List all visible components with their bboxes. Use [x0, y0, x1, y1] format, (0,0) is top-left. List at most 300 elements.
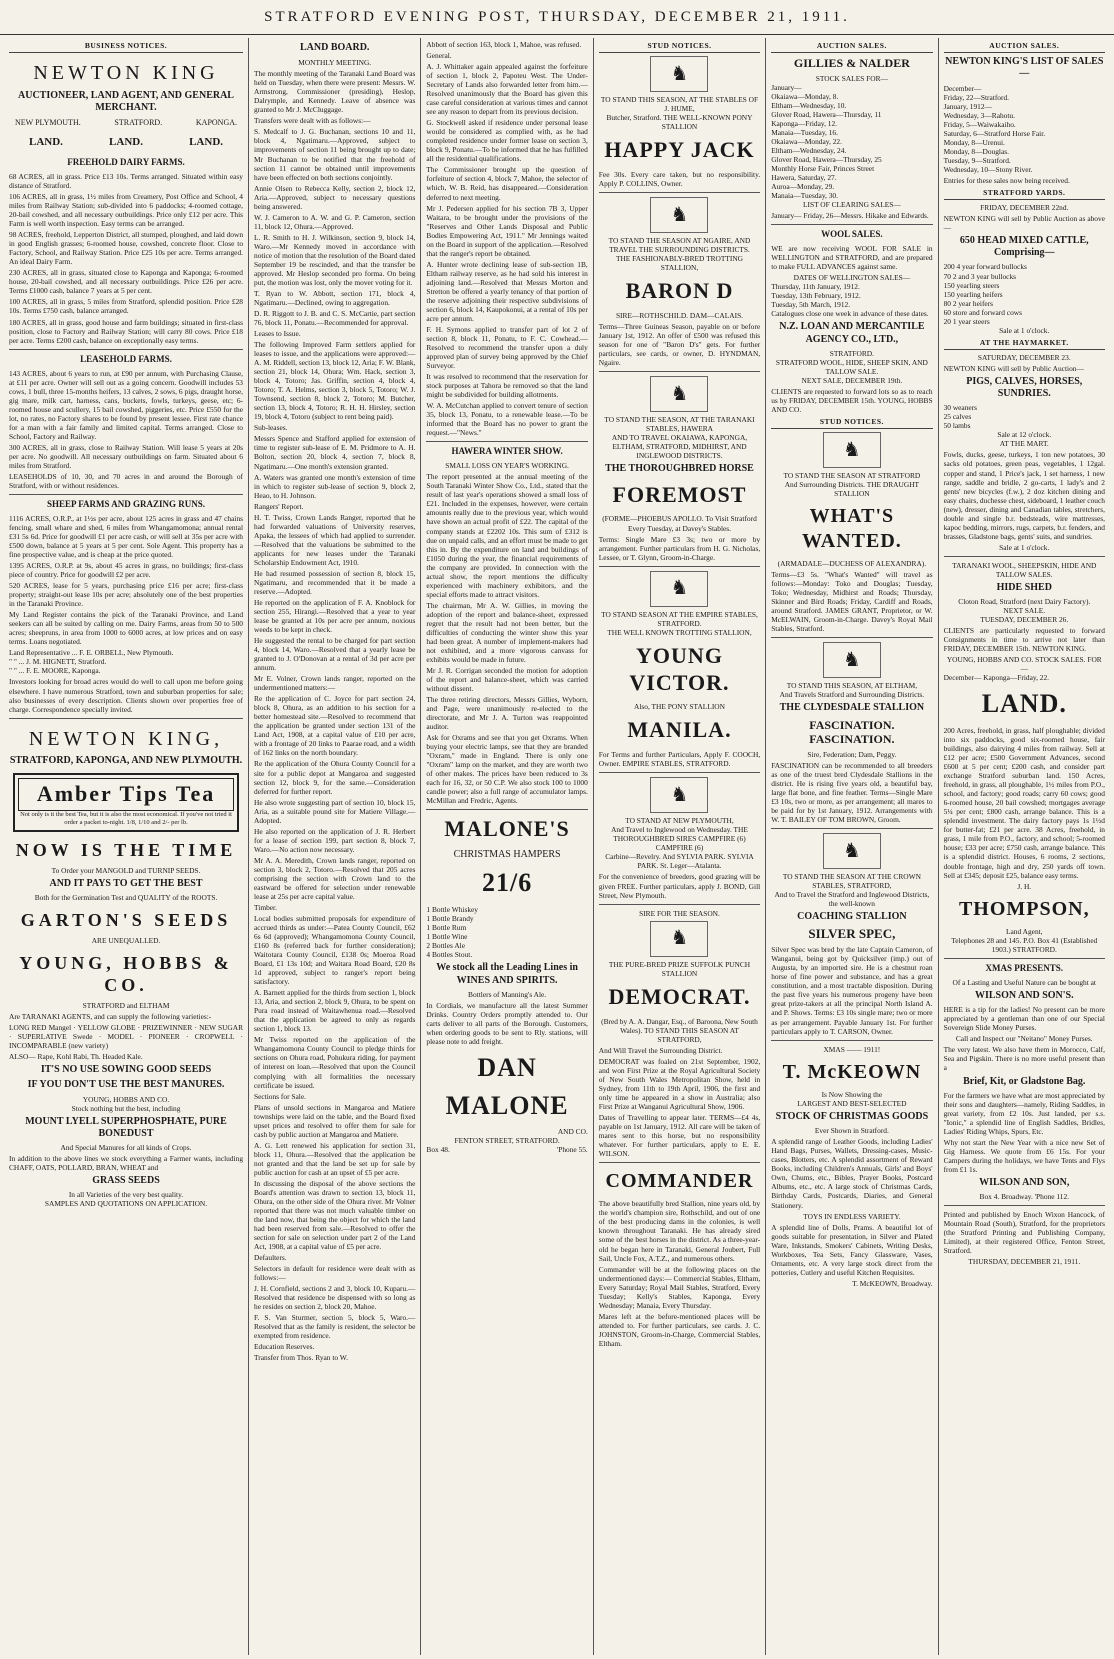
farmers-text: For the farmers we have what are most appreciated by their sons and daughters—namely, Riding Saddles, in great variety, from £2 10s. Just landed, per s.s. "Ionic," a splendid line of English Saddles, Bridles, Ladies' Riding Whips, Spurs, Etc.	[943, 1090, 1105, 1136]
terms: For the convenience of breeders, good grazing will be given FREE. Further particulars, apply J. BOND, Gill Street, New Plymouth.	[598, 872, 761, 900]
wilson-2: WILSON AND SON,	[979, 1176, 1070, 1188]
para: Mr Twiss reported on the application of the Whangamomona County Council to pledge thirds for sections on Ohura road, Pohukura riding, for payment of interest on loan.—Resolved that upon the Council complying with all formalities the necessary certificate be issued.	[254, 1035, 416, 1090]
column-business-notices	[4, 38, 249, 1655]
para: Mr J. Pedersen applied for his section 7B 3, Upper Waitara, to be brought under the provisions of the "Reserves and Other Lands Disposal and Public Bodies Empowering Act, 1911." Mr Jennings waited on the Board in support of the application.—Resolved that the ranger's report be obtained.	[426, 203, 588, 258]
cattle: 650 HEAD MIXED CATTLE, Comprising—	[959, 235, 1089, 259]
stock-line: Stock nothing but the best, including	[71, 1103, 181, 1113]
horse-name: WHAT'S WANTED.	[801, 505, 902, 552]
para: In discussing the disposal of the above sections the Board's attention was drawn to section 13, block 11, Ohura, on the other side of the Ohura river. Mr Volner reported that there was not much valuable timber on the land now, that being the object for which the land had been reserved from sale.—Resolved to offer the section for sale on selection under part 2 of the Land Act, 1908, at a capital value of £5 per acre.	[254, 1178, 416, 1252]
divider	[944, 1205, 1105, 1206]
stand-notice: TO STAND THIS SEASON, AT THE STABLES OF J. HUME,	[600, 95, 759, 114]
listing: 230 ACRES, all in grass, situated close to Kaponga and Kaponga; 6-roomed house, 20-bail cowshed, and all necessary outbuildings. Price £26 per acre. Terms £1000 cash, balance 7 years at 5 per cent.	[9, 268, 244, 296]
para: Sub-leases.	[254, 423, 288, 433]
thompson: THOMPSON,	[958, 897, 1090, 920]
section-heading: STUD NOTICES.	[599, 41, 760, 53]
article-body	[426, 40, 587, 437]
listing: 143 ACRES, about 6 years to run, at £90 per annum, with Purchasing Clause, at £11 per acre. Owner will sell out as a going concern. Goodwill includes 53 cows, 1 bull, three 15-months heifers, 13 calves, 2 sows, 6 pigs, draught horse, gig mare, milk cart, harness, cans, buckets, fowls, turkeys, geese, etc; 6-roomed house and scullery, 15 bail cowshed, piggeries, etc. Price £550 for the lot, no rates, no Factory shares to be found by present lessee. First rate chance for a man with a fair family and limited capital. Terms arranged. Close to School, Factory and Railway.	[9, 368, 244, 441]
yards-heading: STRATFORD YARDS.	[944, 188, 1105, 200]
freehold-heading: FREEHOLD DAIRY FARMS.	[67, 157, 185, 168]
and-co: AND CO.	[557, 1127, 588, 1137]
listing: 300 ACRES, all in grass, close to Railway Station. Will lease 5 years at 20s per acre. No goodwill. All necessary outbuildings on farm. Situated about 6 miles from Stratford.	[9, 442, 244, 470]
para: January—	[771, 82, 802, 92]
divider	[599, 192, 760, 193]
hamper-list	[426, 905, 587, 959]
para: Messrs Spence and Stafford applied for extension of time to register sub-lease of E. M. Pridmore to A. H. Bolton, section 20, block 4, section 7, block 8, Ngatimaru.—One month's extension granted.	[254, 434, 416, 471]
signature: T. McKEOWN, Broadway.	[852, 1278, 933, 1288]
coaching: COACHING STALLION	[797, 911, 907, 923]
divider	[599, 904, 760, 905]
horse-icon: ♞	[823, 432, 881, 468]
pedigree: (Bred by A. A. Dangar, Esq., of Baroona, New South Wales). TO STAND THIS SEASON AT STRATFORD,	[601, 1016, 758, 1044]
lyell: MOUNT LYELL SUPERPHOSPHATE, PURE BONEDUST	[25, 1115, 227, 1139]
para: 200 4 year forward bullocks	[943, 262, 1027, 272]
horse-name: DEMOCRAT.	[608, 983, 751, 1009]
pedigree: SIRE—ROTHSCHILD. DAM—CALAIS.	[615, 311, 744, 321]
para: L. R. Smith to H. J. Wilkinson, section 9, block 14, Waro.—Mr Kennedy moved in accordance with notice of motion that the resolution of the Board dated September 19 be rescinded, and that the transfer be approved. Mr Heslop seconded pro forma. On being put, the motion was lost, only the mover voting for it.	[254, 232, 416, 287]
para: He reported on the application of F. A. Knoblock for section 255, Hirangi.—Resolved that a year to year lease be granted at 10s per acre per annum, noxious weeds to be kept in check.	[254, 597, 416, 635]
terms: Terms—£3 5s. "What's Wanted" will travel as follows:—Monday: Toko and Douglas; Tuesday, Toko; Wednesday, Midhirst and Roads; Thursday, Skinner and Bird Roads; Friday, Cardiff and Roads, around Stratford. JAMES GRANT, Proprietor, or W. McELWAIN, Groom-in-Charge. Davey's Royal Mail Stables, Stratford.	[771, 570, 933, 634]
cloton: Cloton Road, Stratford (next Dairy Factory).	[958, 597, 1091, 607]
para: 60 store and forward cows	[943, 307, 1022, 317]
land-register: My Land Register contains the pick of the Taranaki Province, and Land seekers can all be suited by calling on me. Dairy Farms, areas from 50 to 500 acres; sheepruns, in area from 1000 to 6000 acres, at low prices and on easy terms. Loans negotiated.	[9, 610, 244, 647]
stand-notice: TO STAND THIS SEASON, AT ELTHAM,	[786, 681, 918, 691]
town: NEW PLYMOUTH.	[15, 117, 81, 127]
column-stud-notices	[594, 38, 766, 1655]
para: T. Ryan to W. Abbott, section 171, block 4, Ngatimaru.—Declined, owing to aggregation.	[254, 288, 416, 307]
no-use-line: IT'S NO USE SOWING GOOD SEEDS	[40, 1064, 212, 1076]
firm-name-2: NEWTON KING,	[28, 727, 224, 750]
horse-icon: ♞	[650, 571, 708, 607]
land-agent: Land Agent,	[1006, 927, 1043, 936]
mckeown: T. McKEOWN	[782, 1060, 922, 1083]
para: D. R. Riggott to J. B. and C. S. McCartie, part section 76, block 11, Ponatu.—Recommended for approval.	[254, 309, 416, 328]
para: Defaulters.	[254, 1253, 287, 1263]
para: Wednesday, 10—Stony River.	[943, 164, 1033, 174]
stand-notice: And Surrounding Districts. THE DRAUGHT STALLION	[784, 480, 920, 499]
cattle-list	[944, 262, 1105, 325]
nz-loan: N.Z. LOAN AND MERCANTILE AGENCY CO., LTD.,	[779, 321, 925, 345]
para: Auroa—Monday, 29.	[771, 182, 835, 192]
list-item: 1 Bottle Brandy	[426, 914, 474, 924]
para: Manaia—Tuesday, 16.	[771, 127, 838, 137]
nk-list: NEWTON KING'S LIST OF SALES—	[945, 56, 1104, 80]
date-item: Tuesday, 13th February, 1912.	[771, 291, 861, 301]
para: W. A. McCutchan applied to convert tenure of section 35, block 13, Ponatu, to a renewable lease.—To be informed that the Board has no power to grant the request.—"News."	[426, 401, 588, 438]
entries: Entries for these sales now being received.	[943, 175, 1070, 185]
para: Re the application of C. Joyce for part section 24, block 8, Ohura, as an addition to his section for a better homestead site.—Resolved to recommend that the application be granted under section 131 of the Land Act, 1908, at a capital value of £10 per acre, with a frontage of 20 links to Paarae road, and a width of 162 links on the north boundary.	[254, 694, 416, 758]
malone-title: MALONE'S	[444, 816, 570, 842]
divider	[944, 556, 1105, 557]
para: Plans of unsold sections in Mangaroa and Matiere townships were laid on the table, and the Board fixed upset prices and resolved to offer them for sale for cash by public auction at Mangaroa and Matiere.	[254, 1102, 416, 1139]
horse-name: FASCINATION. FASCINATION.	[809, 717, 895, 747]
para: G. Stockwell asked if residence under personal lease would be considered as complied with, as he had completed residence under former lease on section 3, block 9, Ponatu.—To be informed that he has fulfilled all the residential qualifications.	[426, 118, 588, 164]
clearing-items: January— Friday, 26—Messrs. Hikake and Edwards.	[771, 211, 929, 221]
here-text: HERE is a tip for the ladies! No present can be more appreciated by a gentleman than one of our Special Sovereign Slide Money Purses.	[943, 1005, 1105, 1033]
pays-line: AND IT PAYS TO GET THE BEST	[49, 877, 203, 889]
column-auction-sales	[766, 38, 938, 1655]
if-you-line: IF YOU DON'T USE THE BEST MANURES.	[27, 1079, 225, 1091]
para: The following Improved Farm settlers applied for leases to issue, and the applications were approved:—A. M. Riddell, section 13, block 12, Aria; F. W. Blank, section 21, block 14, Ohura; Wm. Hack, section 3, block 4, Totoro; Jas. Griffin, section 4, block 4, Totoro; T. A. Helms, section 3, block 5, Totoro; W. J. Townsend, section 8, block 2, Totoro; M. Butcher, section 13, block 4, Totoro; R. H. H. Hirsley, section 19, block 4, Totoro (subject to rent being paid).	[254, 340, 416, 422]
listing: 100 ACRES, all in grass, 5 miles from Stratford, splendid position. Price £28 10s. Terms £750 cash, balance arranged.	[9, 297, 244, 316]
article-body	[254, 69, 415, 1362]
horse-name: HAPPY JACK	[604, 137, 755, 163]
investors-note: Investors looking for broad acres would do well to call upon me before going elsewhere. I have numerous Stratford, town and suburban properties for sale; also businesses of every description. Clients shown over properties free of charge. Correspondence specially invited.	[9, 677, 244, 714]
listing: 98 ACRES, freehold, Lepperton District, all stumped, ploughed, and laid down in good English grasses; 6-roomed house, cowshed, concrete floor. Close to Factory, School, and Railway Station. Price £25 10s per acre. Terms arranged. An ideal Dairy Farm.	[9, 230, 244, 267]
divider	[771, 828, 932, 829]
divider	[771, 637, 932, 638]
listing: LEASEHOLDS of 10, 30, and 70 acres in and around the Borough of Stratford, with or without residences.	[9, 471, 244, 490]
para: Friday, 22—Stratford.	[943, 92, 1009, 102]
list-item: 30 weaners	[943, 403, 978, 413]
box: Box 48.	[426, 1145, 450, 1155]
stock-of: STOCK OF CHRISTMAS GOODS	[775, 1111, 929, 1123]
stand-notice: AND TO TRAVEL OKAIAWA, KAPONGA, ELTHAM, STRATFORD, MIDHIRST, AND INGLEWOOD DISTRICTS.	[611, 433, 748, 461]
list-item: 1 Bottle Rum	[426, 923, 467, 933]
dan: DAN	[477, 1052, 537, 1082]
hamper-price: 21/6	[481, 868, 533, 898]
addition-line: In addition to the above lines we stock everything a Farmer wants, including CHAFF, OATS, POLLARD, BRAN, WHEAT and	[9, 1153, 244, 1172]
para: 150 yearling steers	[943, 280, 1000, 290]
tuesday: TUESDAY, DECEMBER 26.	[980, 615, 1069, 625]
para: 70 2 and 3 year bullocks	[943, 271, 1017, 281]
para: Dates of Travelling to appear later. TERMS—£4 4s, payable on 1st January, 1912. All care will be taken of mares sent to this horse, but no responsibility whatever. For further particulars, apply to E. E. WILSON.	[598, 1112, 761, 1158]
clients-note: CLIENTS are particularly requested to forward Consignments in time to arrive not later than FRIDAY, DECEMBER 15th. NEWTON KING.	[943, 626, 1105, 654]
both-line: Both for the Germination Test and QUALITY of the ROOTS.	[34, 893, 218, 903]
para: Manaia—Tuesday, 30.	[771, 191, 838, 201]
para: A. G. Lett renewed his application for section 31, block 11, Ohura.—Resolved that the application be not granted and that the land be set up for sale by public auction for cash at an upset of £5 per acre.	[254, 1140, 416, 1177]
horse-name: SILVER SPEC,	[808, 926, 896, 942]
clearing-heading: LIST OF CLEARING SALES—	[802, 200, 901, 210]
listing: 520 ACRES, lease for 5 years, purchasing price £16 per acre; first-class property; straight-out lease 10s per acre; absolutely one of the best properties in the Taranaki Province.	[9, 581, 244, 609]
sheep-heading: SHEEP FARMS AND GRAZING RUNS.	[46, 498, 206, 509]
sale-time: Sale at 12 o'clock.	[997, 430, 1052, 440]
section-heading: STUD NOTICES.	[771, 417, 932, 429]
pigs: PIGS, CALVES, HORSES, SUNDRIES.	[966, 375, 1083, 400]
date-item: Catalogues close one week in advance of these dates.	[771, 309, 929, 319]
hawera-sub: SMALL LOSS ON YEAR'S WORKING.	[445, 461, 569, 471]
para: A. J. Whittaker again appealed against the forfeiture of section 1, block 2, Papoteu West. The Under-Secretary of Lands also forwarded letter from him.—Resolved unanimously that the Board has given this case careful consideration at various times and cannot see any reason to depart from its previous decision.	[426, 62, 588, 117]
para: S. Medcalf to J. G. Buchanan, sections 10 and 11, block 4, Ngatimaru.—Approved, subject to improvements of section 11 being brought up to date; Mr Buchanan to be notified that the freehold of section 11 cannot be obtained until improvements have been effected on both sections conjointly.	[254, 127, 416, 182]
nk-sell: NEWTON KING will sell by Public Auction as above—	[943, 214, 1105, 233]
also-line: ALSO— Rape, Kohl Rabi, Th. Headed Kale.	[9, 1052, 143, 1062]
para: DEMOCRAT was foaled on 21st September, 1902, and won First Prize at the Royal Agricultural Society of New South Wales Metropolitan Show, held in Sydney, from 11th to 19th April, 1906, the first and only time he appeared in a show in Australia; also First Prize at Wanganui Agricultural Show, 1906.	[598, 1056, 761, 1111]
para: He had resumed possession of section 8, block 15, Ngatimaru, and recommended that it be made a reserve.—Adopted.	[254, 568, 416, 596]
skin-sale: STRATFORD WOOL, HIDE, SHEEP SKIN, AND TALLOW SALE.	[775, 357, 928, 376]
para: 20 1 year steers	[943, 316, 990, 326]
malone-2: MALONE	[445, 1090, 569, 1120]
horse-name: COMMANDER	[605, 1169, 754, 1192]
stand-notice: And Travels Stratford and Surrounding Districts.	[779, 690, 925, 700]
stand-notice: THE THOROUGHBRED HORSE	[605, 463, 754, 475]
para: A. Hunter wrote declining lease of sub-section 1B, Eltham railway reserve, as he had sold his interest in adjoining land.—Resolved that Messrs Morton and Stretton be offered a yearly tenancy of that portion of the reserve adjoining their respective subdivisions of section 6, block 14, Kaupokonui, at a rental of 10s per acre per annum.	[426, 259, 588, 323]
taranaki: TARANAKI WOOL, SHEEPSKIN, HIDE AND TALLOW SALES.	[952, 560, 1097, 579]
stand-notice: TO STAND THE SEASON AT STRATFORD	[783, 471, 921, 481]
para: Glover Road, Hawera—Thursday, 25	[771, 155, 882, 165]
now-sub: To Order your MANGOLD and TURNIP SEEDS.	[51, 865, 201, 875]
para: Timber.	[254, 902, 277, 912]
why-text: Why not start the New Year with a nice new Set of Gig Harness. We quote from £6 15s. For your Campers during the holidays, we have Tents and Flys from £1 1s.	[943, 1137, 1105, 1174]
rep: " " ... F. E. MOORE, Kaponga.	[9, 666, 101, 676]
horse-icon: ♞	[650, 376, 708, 412]
hawera-title: HAWERA WINTER SHOW.	[451, 446, 563, 457]
land-word: LAND.	[189, 135, 224, 148]
para: F. H. Symons applied to transfer part of lot 2 of section 8, block 11, Ponatu, to F. C. Cowhead.—Resolved to recommend the transfer upon a duly approved plan of survey being approved by the Chief Surveyor.	[426, 324, 588, 371]
divider	[599, 371, 760, 372]
pedigree: Sire, Federation; Dam, Peggy.	[807, 749, 897, 759]
para: Education Reserves.	[254, 1342, 315, 1352]
phone: 'Phone 55.	[556, 1145, 588, 1155]
horse-icon: ♞	[650, 921, 708, 957]
para: H. T. Twiss, Crown Lands Ranger, reported that he had forwarded valuations of University reserves, Apaka, the lessees of which had applied to surrender.—Resolved that the valuations be submitted to the applicants for new leases under the Taranaki Scholarship Endowment Act, 1910.	[254, 512, 416, 567]
stand-notice: Butcher, Stratford. THE WELL-KNOWN PONY STALLION	[606, 113, 753, 132]
masthead: STRATFORD EVENING POST, THURSDAY, DECEMBER 21, 1911.	[0, 0, 1114, 35]
para: Mr J. R. Corrigan seconded the motion for adoption of the report and balance-sheet, which was carried without dissent.	[426, 665, 588, 694]
imprint-date: THURSDAY, DECEMBER 21, 1911.	[968, 1257, 1081, 1267]
yh-towns: STRATFORD and ELTHAM	[82, 1000, 170, 1010]
stock-line: We stock all the Leading Lines in WINES AND SPIRITS.	[436, 962, 578, 986]
article-body	[426, 472, 587, 805]
divider	[771, 224, 932, 225]
para: Okaiawa—Monday, 8.	[771, 91, 839, 101]
para: Eltham—Wednesday, 10.	[771, 100, 847, 110]
horse-icon: ♞	[823, 833, 881, 869]
para: And Will Travel the Surrounding District.	[598, 1045, 723, 1055]
divider	[771, 1040, 932, 1041]
stand-notice: THE PURE-BRED PRIZE SUFFOLK PUNCH STALLION	[608, 959, 751, 978]
horse-name: MANILA.	[627, 717, 732, 743]
firm-name: NEWTON KING	[33, 62, 219, 85]
horse-icon: ♞	[650, 197, 708, 233]
divider	[9, 494, 243, 495]
section-heading: AUCTION SALES.	[944, 41, 1105, 53]
sale-time: Sale at 1 o'clock.	[999, 542, 1050, 552]
para: Mr E. Volner, Crown lands ranger, reported on the undermentioned matters:—	[254, 674, 416, 693]
now-heading: NOW IS THE TIME	[15, 839, 237, 860]
listing: 68 ACRES, all in grass. Price £13 10s. Terms arranged. Situated within easy distance of Stratford.	[9, 172, 244, 191]
stand-notice: TO STAND SEASON AT THE EMPIRE STABLES, STRATFORD.	[601, 609, 758, 628]
list-item: 4 Bottles Stout.	[426, 950, 473, 960]
stand-notice: THE FASHIONABLY-BRED TROTTING STALLION,	[615, 254, 744, 273]
cordials: In Cordials, we manufacture all the latest Summer Drinks. Country Orders promptly attended to. Our carts deliver to all parts of the Borough. Customers, when ordering goods to be sent to Rly. stations, will please note to add freight.	[426, 1000, 588, 1046]
divider	[944, 958, 1105, 959]
telephones: Telephones 28 and 145. P.O. Box 41 (Established 1903.) STRATFORD.	[951, 936, 1098, 955]
column-land-board	[249, 38, 421, 1655]
contact-row	[426, 1145, 587, 1154]
column-general	[421, 38, 593, 1655]
para: Wednesday, 3—Rahotu.	[943, 110, 1015, 120]
next-sale: NEXT SALE, DECEMBER 19th.	[801, 375, 903, 385]
stand-notice: And to Travel the Stratford and Inglewood Districts, the well-known	[774, 890, 930, 909]
para: The report presented at the annual meeting of the South Taranaki Winter Show Co., Ltd., stated that the result of last year's operations showed a small loss of £21. Included in the expenses, however, were certain amounts really due to the previous year, which would have shown an actual profit of £22. The capital of the company stands at £2202 10s. This sum of £312 is due on unpaid calls, and an effort must be made to get this in. By the expenditure on land and buildings of £1050 during the year, the financial requirements of the company are provided. In connection with the actual show, the report mentions the difficulty experienced with machinery exhibitors, and the special efforts made to attract visitors.	[426, 472, 588, 599]
para: Mares left at the before-mentioned places will be attended to. For further particulars, see cards. J. C. JOHNSTON, Groom-in-Charge, Commercial Stables, Eltham.	[598, 1311, 761, 1348]
leather-text: A splendid range of Leather Goods, including Ladies' Hand Bags, Purses, Wallets, Dressing-cases, Music-cases, Blotters, etc. A splendid assortment of Reward Books, including Children's Annuals, Girls' and Boys' Own, Chums, etc., Bibles, Prayer Books, Postcard Albums, etc., etc. A large stock of Christmas Cards, Birthday Cards, Postcards, Diaries, and General Stationery.	[771, 1137, 933, 1210]
para: It was resolved to recommend that the reservation for stock purposes at Tahora be removed so that the land might be subdivided for building allotments.	[426, 372, 588, 400]
para: The Commissioner brought up the question of forfeiture of section 4, block 7, Mahoe, the selector of which, W. B. Reid, has disappeared.—Consideration deferred to next meeting.	[426, 165, 588, 202]
pedigree: (FORME—PHOEBUS APOLLO. To Visit Stratford Every Tuesday, at Davey's Stables.	[602, 514, 757, 533]
terms: Fee 30s. Every care taken, but no responsibility. Apply P. COLLINS, Owner.	[598, 170, 761, 189]
para: General.	[426, 51, 452, 61]
firm-role: AUCTIONEER, LAND AGENT, AND GENERAL MERCHANT.	[18, 89, 234, 113]
grass-sub: In all Varieties of the very best quality.	[68, 1190, 184, 1200]
town: STRATFORD.	[114, 117, 163, 127]
listing: 106 ACRES, all in grass, 1½ miles from Creamery, Post Office and School, 4 miles from Railway Station; sub-divided into 6 paddocks; 4-roomed cottage, 20-bail cowshed, and all necessary outbuildings. Price only £12 per acre. This Farm is well worth inspection. Easy terms can be arranged.	[9, 192, 244, 229]
para: 150 yearling heifers	[943, 289, 1003, 299]
para: Re the application of the Ohura County Council for a site for a public depot at Mangaroa and suggested section 12, block 9, for the same.—Consideration deferred for further report.	[254, 759, 416, 796]
imprint: Printed and published by Enoch Wixon Hancock, of Mountain Road (South), Stratford, for the proprietors (the Stratford Printing and Publishing Company, Limited), at their registered Office, Fenton Street, Stratford.	[943, 1210, 1105, 1256]
land-word: LAND.	[109, 135, 143, 148]
varieties: LONG RED Mangel · YELLOW GLOBE · PRIZEWINNER · NEW SUGAR · SUPERLATIVE Swede · MODEL · PIONEER · CROPWELL · INCOMPARABLE (new variety)	[9, 1023, 244, 1051]
para: Sections for Sale.	[254, 1091, 306, 1101]
stand-notice: TO STAND THE SEASON, AT THE TARANAKI STABLES, HAWERA	[604, 415, 755, 434]
para: Commander will be at the following places on the undermentioned days:— Commercial Stables, Eltham, Every Saturday; Royal Mail Stables, Stratford, Every Tuesday; Kelly's Stables, Kaponga, Every Wednesday; Manaia, Every Thursday.	[598, 1264, 761, 1310]
para: Transfers were dealt with as follows:—	[254, 116, 371, 126]
stand-notice: And Travel to Inglewood on Wednesday. THE THOROUGHBRED SIRES CAMPFIRE (6) CAMPFIRE (6)	[611, 825, 748, 853]
terms: Terms—Three Guineas Season, payable on or before January 1st, 1912. An offer of £500 was refused this season for one of "Baron D's" gets. For further particulars, see cards, or owner, D. HYNDMAN, Ngaire.	[598, 322, 761, 368]
horse-name: YOUNG VICTOR.	[629, 642, 730, 695]
para: Monthly Horse Fair, Princes Street	[771, 164, 875, 174]
address: FENTON STREET, STRATFORD.	[454, 1136, 560, 1146]
listing: 1395 ACRES, O.R.P. at 9s, about 45 acres in grass, no buildings; first-class piece of country. Price for goodwill £2 per acre.	[9, 561, 244, 580]
para: Annie Olsen to Rebecca Kelly, section 2, block 12, Aria.—Approved, subject to necessary questions being answered.	[254, 183, 416, 211]
special-line: And Special Manures for all kinds of Crops.	[60, 1142, 192, 1152]
toys: TOYS IN ENDLESS VARIETY.	[803, 1211, 901, 1221]
young-hobbs: YOUNG, HOBBS & CO.	[19, 953, 233, 995]
nk-sell: NEWTON KING will sell by Public Auction—	[943, 363, 1084, 373]
pedigree: Carbine—Revelry. And SYLVIA PARK. SYLVIA PARK. St. Leger—Atalanta.	[605, 852, 754, 871]
terms: FASCINATION can be recommended to all breeders as one of the truest bred Clydesdale Stallions in the district. He is rising five years old, a beautiful bay, large flat bone, and fine feather. Terms—Single Mare £3 10s, two or more, as per arrangement; all mares to be paid for by 1st January, 1912. Arrangements with W. T. BAILEY OF TOM BROWN, Groom.	[771, 760, 933, 825]
list-item: 25 calves	[943, 412, 972, 422]
samples-line: SAMPLES AND QUOTATIONS ON APPLICATION.	[44, 1199, 208, 1209]
para: 80 2 year heifers	[943, 298, 994, 308]
para: The monthly meeting of the Taranaki Land Board was held on Tuesday, when there were present: Messrs. W. Armstrong, Commissioner (presiding), Heslop, Dalrymple, and Kennedy. Leave of absence was granted to Mr J. McCluggage.	[254, 69, 416, 115]
listing: 1116 ACRES, O.R.P., at 1½s per acre, about 125 acres in grass and 47 chains fencing, small whare and shed, 6 miles from Whangamomona; annual rental £31 5s 6d. Price for goodwill £1 per acre cash, or will sell at 35s per acre with £500 down, balance at 5 years at 5 per cent. Sole Agent. This property has a fine prospective value, and is cheap at the price quoted.	[9, 513, 244, 560]
date-item: Thursday, 11th January, 1912.	[771, 282, 860, 292]
terms: Terms: Single Mare £3 3s; two or more by arrangement. Further particulars from H. G. Nicholas, Lessee, or T. Glynn, Groom-in-Charge.	[598, 534, 761, 562]
pedigree: (ARMADALE—DUCHESS OF ALEXANDRA).	[777, 559, 927, 569]
unequalled: ARE UNEQUALLED.	[91, 936, 161, 945]
sire-heading: SIRE FOR THE SEASON.	[639, 908, 720, 918]
article-title: LAND BOARD.	[299, 42, 370, 53]
listing: 180 ACRES, all in grass, good house and farm buildings; situated in first-class position, close to Factory and Railway Station; will carry 80 cows. Price £18 per acre. Terms £200 cash, balance on exceptionally easy terms.	[9, 317, 244, 345]
call: Call and Inspect our "Neitano" Money Purses.	[955, 1034, 1093, 1044]
leasehold-heading: LEASEHOLD FARMS.	[80, 353, 172, 364]
clyde: THE CLYDESDALE STALLION	[779, 702, 925, 714]
para: The chairman, Mr A. W. Gillies, in moving the adoption of the report and balance-sheet, expressed regret that the result had not been better, but the difficulties of conducting the winter show this year had been great. A number of implement-makers had not exhibited, and a more vigorous canvass for exhibits would be made in future.	[426, 600, 588, 664]
ever: Ever Shown in Stratford.	[814, 1126, 889, 1136]
para: January, 1912—	[943, 101, 992, 111]
horse-icon: ♞	[650, 56, 708, 92]
rep: " " ... J. M. HIGNETT, Stratford.	[9, 657, 107, 667]
para: Transfer from Thos. Ryan to W.	[254, 1353, 348, 1363]
stock-sales: STOCK SALES FOR—	[815, 73, 888, 83]
amber-title: Amber Tips Tea	[18, 778, 234, 811]
toys-text: A splendid line of Dolls, Prams. A beautiful lot of goods suitable for presentation, in Silver and Plated Ware, Inkstands, Smokers' Cabinets, Writing Desks, Workboxes, Tea Sets, Fancy Glassware, Vases, Ornaments, etc. A very large stock direct from the potteries, Cutlery and useful Kitchen Requisites.	[771, 1222, 933, 1277]
para: F. S. Van Sturmer, section 5, block 5, Waro.—Resolved that as the family is resident, the selector be exempted from residence.	[254, 1313, 416, 1341]
yh2: YOUNG, HOBBS AND CO.	[82, 1094, 170, 1104]
para: He also reported on the application of J. R. Herbert for a lease of section 199, part section 8, block 7, Waro.—No action now necessary.	[254, 826, 416, 854]
date-item: Tuesday, 5th March, 1912.	[771, 300, 851, 310]
box: Box 4. Broadway. 'Phone 112.	[979, 1192, 1069, 1202]
stand-notice: TO STAND THE SEASON AT THE CROWN STABLES, STRATFORD,	[782, 872, 921, 891]
mart: AT THE MART.	[999, 439, 1049, 449]
largest: LARGEST AND BEST-SELECTED	[797, 1099, 907, 1109]
mart-text: Fowls, ducks, geese, turkeys, 1 ton new potatoes, 30 sacks old potatoes, green peas, vegetables, 1 12gal. copper and stand, 1 Price's jack, 1 set harness, 1 new range, saddle and bridle, 2 go-carts, 1 lady's and 2 gents' new bicycles (f.w.), 2 doz kitchen dining and easy chairs, duchesse chest, sideboard, 1 leather couch (new), dresser, dining and Canadian tables, stretchers, double and single b.r. bedsteads, wire mattresses, kapoc bedding, mirrors, rugs, carpets, b.r. fenders, and brasses, Gladstone bags, gents' suits, and sundries.	[943, 450, 1105, 541]
para: Monday, 8—Douglas.	[943, 146, 1009, 156]
para: Tuesday, 9—Stratford.	[943, 155, 1011, 165]
horse-icon: ♞	[650, 777, 708, 813]
bottlers: Bottlers of Manning's Ale.	[468, 989, 547, 999]
page-columns	[4, 38, 1110, 1655]
haymarket: AT THE HAYMARKET.	[944, 338, 1105, 350]
agents-line: Are TARANAKI AGENTS, and can supply the following varieties:-	[9, 1011, 212, 1021]
brief: Brief, Kit, or Gladstone Bag.	[963, 1075, 1086, 1087]
terms: For Terms and further Particulars, Apply F. COOCH, Owner. EMPIRE STABLES, STRATFORD.	[598, 750, 761, 769]
list-item: 2 Bottles Ale	[426, 941, 466, 951]
amber-tea-ad	[13, 773, 239, 832]
christmas-hampers: CHRISTMAS HAMPERS	[453, 849, 561, 861]
terms: Silver Spec was bred by the late Captain Cameron, of Wanganui, being got by Quicksilver (imp.) out of Augusta, by an imported sire. He is a chestnut roan horse of fine power and substance, and has a great constitution, and a most tractable disposition. During the past five years his numerous progeny have been great prize-takers at all the principal North Island A. and P. Shows. Terms: £3 10s single mare; two or more as per arrangement. Payable January 1st. For further particulars apply to T. CARSON, Owner.	[771, 945, 933, 1036]
section-heading: AUCTION SALES.	[771, 41, 932, 53]
para: He suggested the rental to be charged for part section 4, block 14, Waro.—Resolved that a yearly lease be granted to J. O'Donovan at a rental of 3d per acre per annum.	[254, 636, 416, 673]
hide-shed: HIDE SHED	[996, 581, 1052, 593]
para: Okaiawa—Monday, 22.	[771, 136, 842, 146]
stand-notice: TO STAND THE SEASON AT NGAIRE, AND TRAVEL THE SURROUNDING DISTRICTS.	[608, 236, 751, 255]
firm-towns: STRATFORD, KAPONGA, AND NEW PLYMOUTH.	[9, 754, 243, 766]
para: Rangers' Report.	[254, 501, 304, 511]
section-heading: BUSINESS NOTICES.	[9, 41, 243, 53]
very-text: The very latest. We also have them in Morocco, Calf, Sea and Pigskin. There is no more useful present than a	[943, 1045, 1105, 1073]
xmas-sub: Of a Lasting and Useful Nature can be bought at	[952, 978, 1096, 988]
divider	[599, 1162, 760, 1163]
next-sale: NEXT SALE.	[1003, 606, 1046, 616]
divider	[9, 349, 243, 350]
divider	[9, 718, 243, 719]
sales-list	[944, 84, 1105, 174]
town: KAPONGA.	[195, 117, 238, 127]
sale-time: Sale at 1 o'clock.	[999, 325, 1050, 335]
strat: STRATFORD.	[829, 348, 874, 358]
list-item: 50 lambs	[943, 421, 971, 431]
wilson: WILSON AND SON'S.	[974, 990, 1074, 1002]
xmas-presents: XMAS PRESENTS.	[985, 963, 1064, 974]
para: Local bodies submitted proposals for expenditure of accrued thirds as under:—Patea County Council, £62 6s 6d (approved); Whangamomona County Council, £160 8s (referred back for further consideration); Waitotara County Council, £138 0s; Moeroa Road Board, £1 13s 10d; and Waitara Road Board, £20 8s 1d approved, subject to ranger's report being satisfactory.	[254, 913, 416, 987]
dates-heading: DATES OF WELLINGTON SALES—	[793, 273, 911, 283]
yh-items: December— Kaponga—Friday, 22.	[943, 673, 1049, 683]
para: He also wrote suggesting part of section 10, block 15, Aria, as a suitable pound site for Matiere Village.—Adopted.	[254, 797, 416, 825]
para: Hawera, Saturday, 27.	[771, 173, 837, 183]
firm-name: GILLIES & NALDER	[793, 56, 910, 71]
grass-seeds: GRASS SEEDS	[92, 1175, 160, 1187]
para: Ask for Oxrams and see that you get Oxrams. When buying your electric lamps, see that they are branded "Oxram," made in England. There is only one "Oxram" lamp on the market, and they are worth two of other makes. The prices have been reduced to 3s each for 16, 32, or 50 C.P. We also stock 100 to 1000 candle power; also a full range of accumulator lamps. McMillan and Fredric, Agents.	[426, 733, 588, 806]
rep: Land Representative ... F. E. ORBELL, New Plymouth.	[9, 648, 174, 658]
para: Selectors in default for residence were dealt with as follows:—	[254, 1264, 416, 1283]
stand-notice: TO STAND AT NEW PLYMOUTH,	[625, 816, 734, 826]
divider	[599, 772, 760, 773]
para: W. J. Cameron to A. W. and G. P. Cameron, section 11, block 12, Ohura.—Approved.	[254, 212, 416, 231]
friday: FRIDAY, DECEMBER 22nd.	[980, 203, 1069, 212]
para: Leases to Issue.	[254, 329, 301, 339]
also: Also, THE PONY STALLION	[634, 702, 725, 712]
land-word: LAND.	[29, 135, 63, 148]
column-auction-sales-2	[939, 38, 1110, 1655]
list-item: 1 Bottle Wine	[426, 932, 468, 942]
land-heading: LAND.	[981, 689, 1067, 719]
divider	[426, 809, 587, 810]
para: A. Waters was granted one month's extension of time in which to register sub-lease of section 9, block 2, Heao, to H. Johnson.	[254, 472, 416, 500]
divider	[426, 441, 587, 442]
para: Kaponga—Friday, 12.	[771, 118, 838, 128]
wool-heading: WOOL SALES.	[821, 229, 883, 240]
